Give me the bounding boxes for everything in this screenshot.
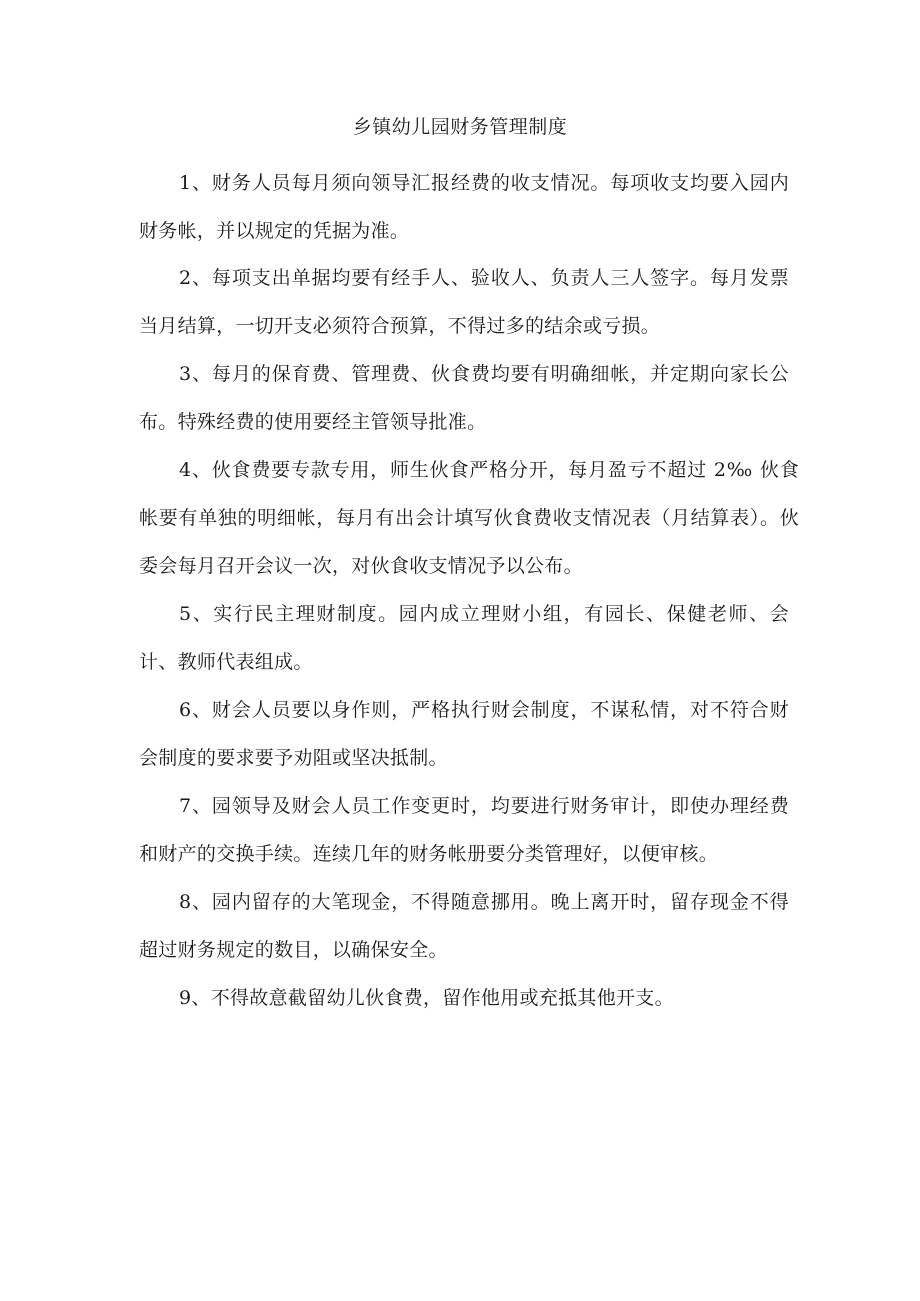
regulation-item-9: 9、不得故意截留幼儿伙食费，留作他用或充抵其他开支。 (179, 987, 674, 1009)
regulation-item-4: 4、伙食费要专款专用，师生伙食严格分开，每月盈亏不超过 2‰ 伙食帐要有单独的明细帐，每月有出会计填写伙食费收支情况表（月结算表）。伙委会每月召开会议一次，对伙食收支情况予以公布。 (139, 459, 799, 577)
regulation-item-6: 6、财会人员要以身作则，严格执行财会制度，不谋私情，对不符合财会制度的要求要予劝阻或坚决抵制。 (139, 699, 789, 769)
regulation-item-2: 2、每项支出单据均要有经手人、验收人、负责人三人签字。每月发票当月结算，一切开支必须符合预算，不得过多的结余或亏损。 (139, 267, 789, 337)
regulation-item-3: 3、每月的保育费、管理费、伙食费均要有明确细帐，并定期向家长公布。特殊经费的使用要经主管领导批准。 (139, 363, 789, 433)
regulation-item-8: 8、园内留存的大笔现金，不得随意挪用。晚上离开时，留存现金不得超过财务规定的数目，以确保安全。 (139, 891, 789, 961)
document-title: 乡镇幼儿园财务管理制度 (352, 116, 568, 138)
regulation-item-1: 1、财务人员每月须向领导汇报经费的收支情况。每项收支均要入园内财务帐，并以规定的凭据为准。 (139, 172, 789, 242)
regulation-item-7: 7、园领导及财会人员工作变更时，均要进行财务审计，即使办理经费和财产的交换手续。连续几年的财务帐册要分类管理好，以便审核。 (139, 795, 789, 865)
regulation-item-5: 5、实行民主理财制度。园内成立理财小组，有园长、保健老师、会计、教师代表组成。 (139, 603, 789, 673)
